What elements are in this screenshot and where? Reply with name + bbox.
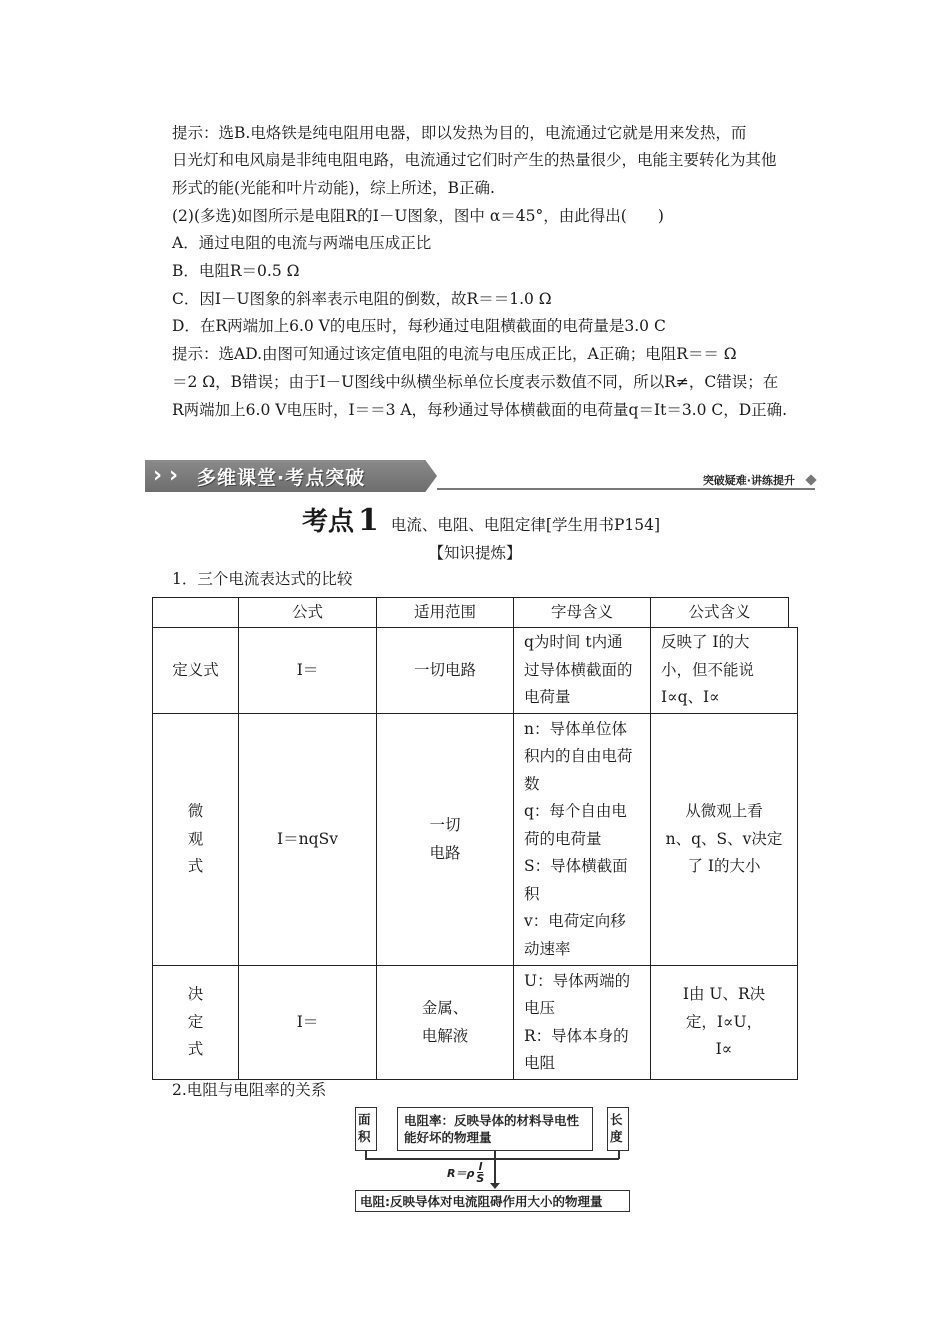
question-2: (2)(多选)如图所示是电阻R的I－U图象，图中 α＝45°，由此得出( ) (172, 207, 664, 225)
row3-meaning-line: I由 U、R决 (682, 985, 766, 1004)
section-banner (145, 460, 815, 492)
row2-formula: I＝nqSv (238, 713, 377, 966)
item-1-heading: 1．三个电流表达式的比较 (172, 570, 353, 588)
banner-right-text: 突破疑难·讲练提升 (702, 474, 795, 487)
hint1-line3: 形式的能(光能和叶片动能)，综上所述，B正确. (172, 179, 495, 197)
option-d: D．在R两端加上6.0 V的电压时，每秒通过电阻横截面的电荷量是3.0 C (172, 317, 666, 335)
section-label: 考点 (302, 507, 355, 537)
row1-letters (513, 627, 651, 714)
row1-letters-line: q为时间 t内通 (524, 633, 623, 652)
option-a: A．通过电阻的电流与两端电压成正比 (172, 234, 432, 252)
row2-name-char: 微 (187, 802, 204, 821)
knowledge-heading: 【知识提炼】 (428, 544, 522, 562)
diamond-icon (805, 474, 816, 485)
hint1-line2: 日光灯和电风扇是非纯电阻电路，电流通过它们时产生的热量很少，电能主要转化为其他 (172, 151, 777, 169)
row3-name-char: 定 (187, 1012, 204, 1031)
row3-letters-line: R：导体本身的 (524, 1026, 629, 1045)
row2-meaning-line: 了 I的大小 (687, 857, 761, 876)
row2-letters (513, 713, 651, 966)
resistance-box: 电阻:反映导体对电流阻碍作用大小的物理量 (355, 1190, 630, 1212)
row3-scope-line: 金属、 (421, 999, 469, 1017)
item-2-heading: 2.电阻与电阻率的关系 (172, 1081, 327, 1099)
row2-scope-line: 电路 (429, 843, 461, 862)
row2-scope (376, 713, 514, 966)
row2-name-char: 观 (187, 829, 204, 848)
hint1-line1 (172, 120, 812, 148)
row2-name (152, 713, 239, 966)
row2-meaning-line: n、q、S、v决定 (665, 829, 783, 848)
row1-formula: I＝ (238, 627, 377, 714)
row3-meaning-line: 定，I∝U， (685, 1012, 763, 1031)
row3-name (152, 965, 239, 1080)
formula-denominator: S (476, 1172, 485, 1185)
row1-scope: 一切电路 (376, 627, 514, 714)
formula-numerator: l (478, 1160, 483, 1173)
length-box: 长度 (607, 1107, 629, 1151)
section-number: 1 (358, 503, 379, 538)
row1-name: 定义式 (152, 627, 239, 714)
formula-lhs: R＝ρ (447, 1166, 475, 1180)
row2-meaning (650, 713, 798, 966)
table-header-formula: 公式 (238, 597, 377, 628)
option-b: B．电阻R＝0.5 Ω (172, 262, 300, 280)
option-c: C．因I－U图象的斜率表示电阻的倒数，故R＝＝1.0 Ω (172, 290, 552, 308)
row2-letters-line: 动速率 (524, 939, 571, 958)
row1-letters-line: 电荷量 (524, 688, 571, 707)
row3-meaning-line: I∝ (715, 1040, 733, 1059)
resistance-formula (447, 1161, 484, 1184)
connector-line (365, 1158, 619, 1160)
section-subtitle: 电流、电阻、电阻定律[学生用书P154] (390, 516, 660, 534)
chevron-right-icon: › (153, 463, 163, 488)
chevron-right-icon: › (169, 463, 179, 488)
row2-letters-line: 积 (524, 884, 540, 903)
row3-name-char: 式 (187, 1040, 204, 1059)
row2-letters-line: n：导体单位体 (524, 719, 627, 738)
connector-line (494, 1151, 496, 1187)
banner-rule (437, 488, 815, 490)
resistivity-box: 电阻率：反映导体的材料导电性能好坏的物理量 (397, 1107, 593, 1151)
row3-letters-line: 电阻 (524, 1054, 556, 1072)
row1-letters-line: 过导体横截面的 (524, 660, 633, 679)
section-heading (302, 501, 660, 537)
area-box: 面积 (355, 1107, 377, 1151)
row3-name-char: 决 (187, 985, 204, 1004)
row3-formula: I＝ (238, 965, 377, 1080)
arrow-down-icon (490, 1183, 500, 1189)
banner-title: 多维课堂·考点突破 (197, 467, 366, 489)
formula-fraction (476, 1161, 484, 1184)
table-header-empty (152, 597, 239, 628)
row2-letters-line: 荷的电荷量 (524, 829, 602, 848)
row3-scope-line: 电解液 (421, 1026, 469, 1045)
table-header-scope: 适用范围 (376, 597, 514, 628)
resistance-diagram (355, 1103, 630, 1213)
row1-meaning (650, 627, 798, 714)
row3-meaning (650, 965, 798, 1080)
row3-letters (513, 965, 651, 1080)
row2-letters-line: q：每个自由电 (524, 802, 627, 821)
row2-letters-line: v：电荷定向移 (524, 912, 626, 931)
hint2-line2: ＝2 Ω，B错误；由于I－U图线中纵横坐标单位长度表示数值不同，所以R≠，C错误；在 (172, 373, 779, 391)
row2-letters-line: 数 (524, 774, 540, 793)
row2-meaning-line: 从微观上看 (685, 802, 763, 821)
table-header-meaning: 公式含义 (650, 597, 789, 628)
table-header-letters: 字母含义 (513, 597, 651, 628)
row1-meaning-line: 小，但不能说 (661, 660, 755, 679)
row2-letters-line: S：导体横截面 (524, 857, 628, 876)
row3-scope (376, 965, 514, 1080)
hint2-line1: 提示：选AD.由图可知通过该定值电阻的电流与电压成正比，A正确；电阻R＝＝ Ω (172, 345, 737, 363)
row2-scope-line: 一切 (429, 816, 461, 834)
row3-letters-line: 电压 (524, 999, 556, 1017)
row2-name-char: 式 (187, 857, 204, 876)
row2-letters-line: 积内的自由电荷 (524, 747, 633, 766)
row3-letters-line: U：导体两端的 (524, 971, 631, 990)
row1-meaning-line: 反映了 I的大 (661, 633, 750, 652)
hint2-line3: R两端加上6.0 V电压时，I＝＝3 A，每秒通过导体横截面的电荷量q＝It＝3.0 C，D正确. (172, 401, 788, 419)
hint1-text-1: 提示：选B.电烙铁是纯电阻用电器，即以发热为目的，电流通过它就是用来发热，而 (172, 124, 747, 142)
row1-meaning-line: I∝q、I∝ (661, 688, 720, 707)
